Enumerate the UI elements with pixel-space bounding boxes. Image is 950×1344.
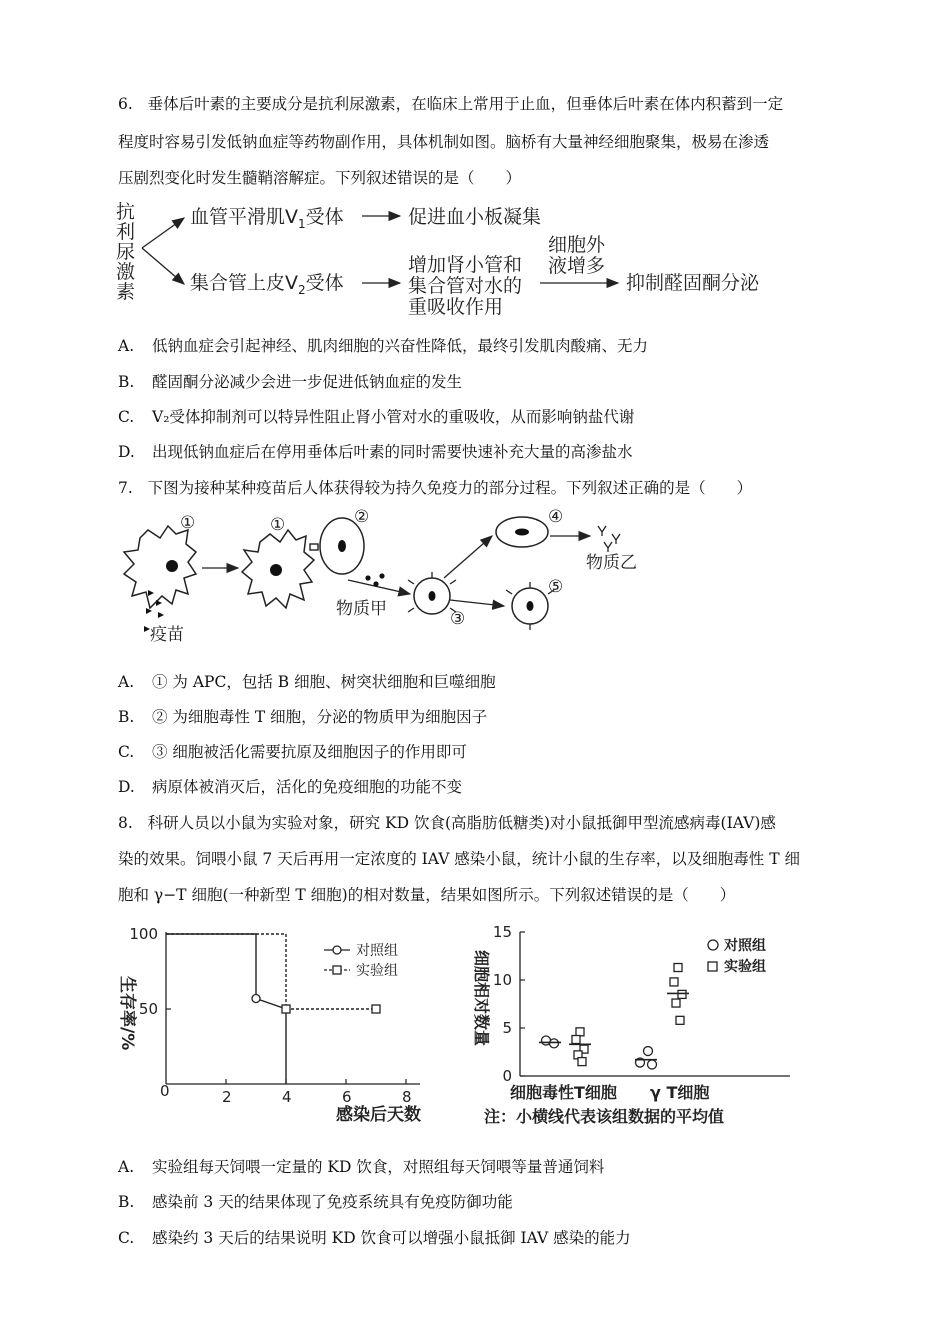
q6-option-b[interactable]: B. 醛固酮分泌减少会进一步促进低钠血症的发生 xyxy=(118,373,463,391)
q7-option-b[interactable]: B. ② 为细胞毒性 T 细胞，分泌的物质甲为细胞因子 xyxy=(118,708,488,726)
legend-control: 对照组 xyxy=(356,943,398,959)
experiment-point xyxy=(372,1005,380,1013)
q7-number: 7. xyxy=(118,479,133,497)
label-3: ③ xyxy=(450,609,466,629)
y-tick-label: 50 xyxy=(138,1000,158,1018)
q7-option-d[interactable]: D. 病原体被消灭后，活化的免疫细胞的功能不变 xyxy=(118,778,463,796)
q6-stem-1: 垂体后叶素的主要成分是抗利尿激素，在临床上常用于止血，但垂体后叶素在体内积蓄到一定 xyxy=(147,95,784,113)
v2-receptor: 集合管上皮$V_2$受体 xyxy=(190,272,344,297)
experiment-point xyxy=(674,964,682,972)
q8-line-1 xyxy=(118,811,776,833)
control-point xyxy=(252,995,260,1003)
q8-option-b[interactable]: B. 感染前 3 天的结果体现了免疫系统具有免疫防御功能 xyxy=(118,1193,513,1211)
q8-stem-2: 染的效果。饲喂小鼠 7 天后再用一定浓度的 IAV 感染小鼠，统计小鼠的生存率，以及细胞毒性 T 细 xyxy=(118,850,801,868)
q8-option-a[interactable]: A. 实验组每天饲喂一定量的 KD 饮食，对照组每天饲喂等量普通饲料 xyxy=(118,1158,605,1176)
v1-receptor: 血管平滑肌$V_1$受体 xyxy=(190,206,344,231)
hormone-char: 素 xyxy=(116,281,136,303)
platelet-effect: 促进血小板凝集 xyxy=(408,206,542,228)
label-2: ② xyxy=(354,508,370,527)
q7-immune-diagram xyxy=(110,508,670,648)
q8-stem-3: 胞和 γ−T 细胞(一种新型 T 细胞)的相对数量，结果如图所示。下列叙述错误的是（ ） xyxy=(118,886,736,904)
q8-number: 8. xyxy=(118,814,133,832)
experiment-point xyxy=(576,1028,584,1036)
arrow xyxy=(444,536,492,578)
cell-nucleus xyxy=(515,529,529,536)
legend-square-marker xyxy=(708,962,717,971)
legend-control: 对照组 xyxy=(724,938,766,954)
q6-option-a[interactable]: A. 低钠血症会引起神经、肌肉细胞的兴奋性降低，最终引发肌肉酸痛、无力 xyxy=(118,337,649,355)
reabsorption-line: 集合管对水的 xyxy=(408,275,523,297)
cell-nucleus xyxy=(429,591,436,601)
legend-circle-marker xyxy=(708,940,718,950)
hormone-char: 尿 xyxy=(116,241,136,263)
x-tick-label: 2 xyxy=(222,1088,232,1106)
apc-cell xyxy=(124,526,196,608)
legend-experiment: 实验组 xyxy=(356,963,398,979)
hormone-char: 抗 xyxy=(116,201,136,223)
control-point xyxy=(648,1060,657,1069)
reabsorption-line: 增加肾小管和 xyxy=(408,254,523,276)
y-tick-label: 0 xyxy=(502,1067,512,1085)
q6-option-d[interactable]: D. 出现低钠血症后在停用垂体后叶素的同时需要快速补充大量的高渗盐水 xyxy=(118,443,633,461)
experiment-point xyxy=(678,990,686,998)
substance-a-label: 物质甲 xyxy=(336,599,387,619)
q7-option-a[interactable]: A. ① 为 APC，包括 B 细胞、树突状细胞和巨噬细胞 xyxy=(118,673,496,691)
q8-stem-1: 科研人员以小鼠为实验对象，研究 KD 饮食(高脂肪低糖类)对小鼠抵御甲型流感病毒(IAV)感 xyxy=(147,814,776,832)
category-label: γ T细胞 xyxy=(650,1083,710,1102)
q6-option-c[interactable]: C. V₂受体抑制剂可以特异性阻止肾小管对水的重吸收，从而影响钠盐代谢 xyxy=(118,408,635,426)
reabsorption-line: 重吸收作用 xyxy=(408,296,504,318)
y-tick-label: 5 xyxy=(502,1019,512,1037)
q6-mechanism-diagram xyxy=(110,196,790,328)
hormone-char: 利 xyxy=(116,221,136,243)
legend-circle-marker xyxy=(333,946,341,954)
experiment-point xyxy=(670,978,678,986)
q7-option-c[interactable]: C. ③ 细胞被活化需要抗原及细胞因子的作用即可 xyxy=(118,743,467,761)
x-tick-label: 4 xyxy=(282,1088,292,1106)
category-label: 细胞毒性T细胞 xyxy=(510,1083,617,1102)
label-1: ① xyxy=(180,513,196,533)
legend-experiment: 实验组 xyxy=(724,959,766,975)
substance-b-label: 物质乙 xyxy=(586,553,637,573)
ecf-label: 细胞外 xyxy=(548,234,606,256)
cell-nucleus xyxy=(527,601,534,611)
mhc-receptor xyxy=(310,544,318,550)
y-tick-label: 15 xyxy=(492,923,512,941)
branch-arrow-top xyxy=(142,218,184,248)
experiment-point xyxy=(578,1058,586,1066)
x-tick-label: 0 xyxy=(160,1082,170,1100)
cell-nucleus xyxy=(338,540,346,552)
survival-chart xyxy=(110,918,440,1130)
label-1: ① xyxy=(270,515,286,535)
x-tick-label: 6 xyxy=(342,1088,352,1106)
legend-square-marker xyxy=(333,966,341,974)
y-tick-label: 100 xyxy=(129,925,158,943)
label-5: ⑤ xyxy=(548,577,564,597)
q6-number: 6. xyxy=(118,95,133,113)
arrow xyxy=(450,600,504,606)
vaccine-label: 疫苗 xyxy=(150,625,184,645)
legend xyxy=(324,943,398,979)
y-tick-label: 10 xyxy=(492,971,512,989)
chart-note: 注：小横线代表该组数据的平均值 xyxy=(484,1107,725,1126)
series-line-1 xyxy=(166,934,286,1084)
q8-option-c[interactable]: C. 感染约 3 天后的结果说明 KD 饮食可以增强小鼠抵御 IAV 感染的能力 xyxy=(118,1229,631,1247)
experiment-point xyxy=(282,1005,290,1013)
q6-stem-2: 程度时容易引发低钠血症等药物副作用，具体机制如图。脑桥有大量神经细胞聚集，极易在渗透 xyxy=(118,133,770,151)
x-tick-label: 8 xyxy=(402,1088,412,1106)
hormone-char: 激 xyxy=(116,261,136,283)
q6-line-1 xyxy=(118,92,783,114)
antibodies xyxy=(598,526,620,552)
experiment-point xyxy=(676,1016,684,1024)
q7-stem: 下图为接种某种疫苗后人体获得较为持久免疫力的部分过程。下列叙述正确的是（ ） xyxy=(147,479,753,497)
q7-line xyxy=(118,476,752,498)
series-line-2 xyxy=(166,934,376,1009)
y-axis-label: 生存率/% xyxy=(117,976,137,1051)
aldosterone-effect: 抑制醛固酮分泌 xyxy=(626,272,760,294)
experiment-point xyxy=(572,1036,580,1044)
apc-nucleus xyxy=(166,560,178,572)
arrow xyxy=(348,580,410,594)
experiment-point xyxy=(672,999,680,1007)
y-axis-label: 细胞相对数量 xyxy=(472,950,491,1047)
control-point xyxy=(644,1047,653,1056)
x-axis-label: 感染后天数 xyxy=(336,1105,421,1125)
q6-stem-3: 压剧烈变化时发生髓鞘溶解症。下列叙述错误的是（ ） xyxy=(118,169,522,187)
cell-count-chart xyxy=(460,918,800,1130)
label-4: ④ xyxy=(548,508,564,527)
ecf-label: 液增多 xyxy=(548,255,606,277)
apc-nucleus xyxy=(270,564,282,576)
branch-arrow-bottom xyxy=(142,248,184,284)
control-point xyxy=(550,1039,559,1048)
legend xyxy=(708,937,766,975)
